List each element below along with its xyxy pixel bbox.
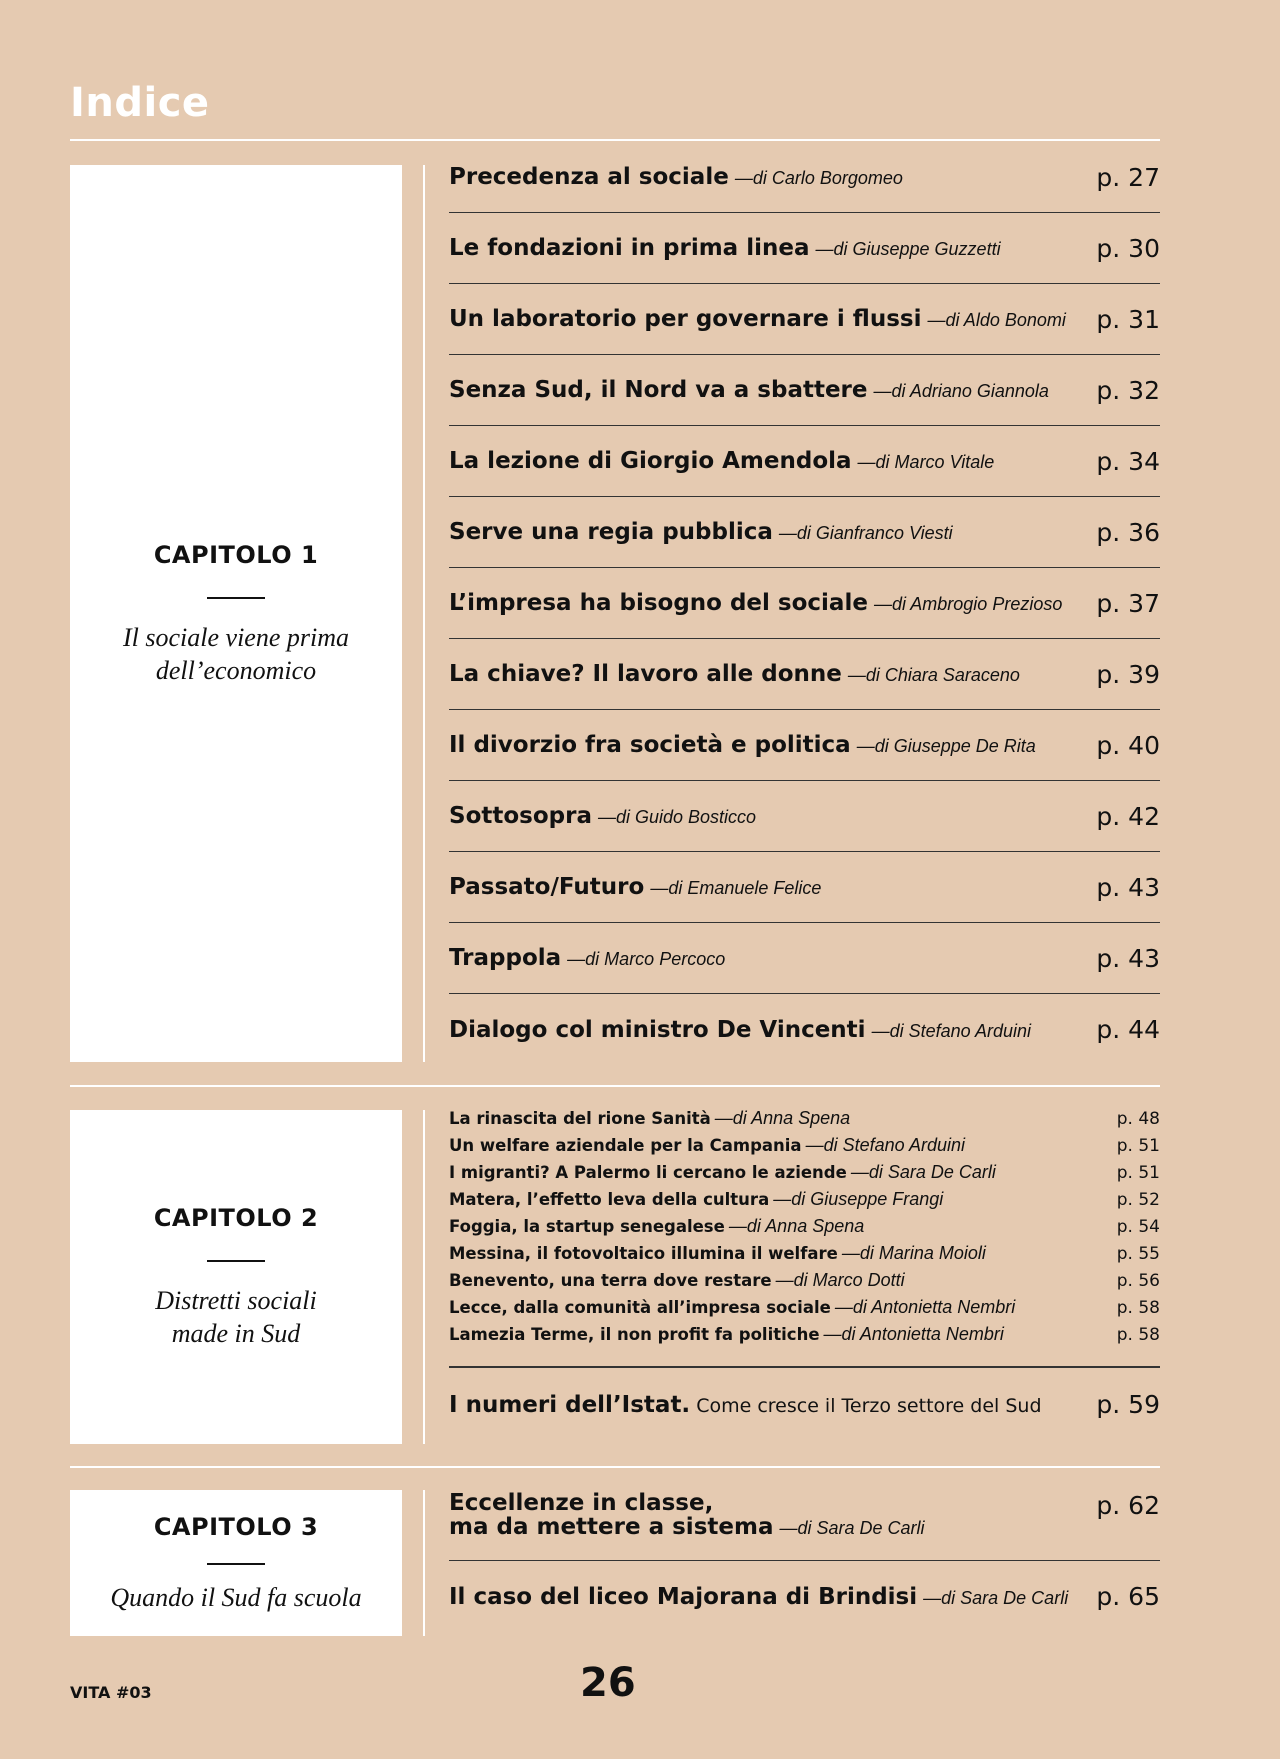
entry-title: Matera, l’effetto leva della cultura (449, 1190, 770, 1209)
entry-author: —di Marco Vitale (857, 452, 995, 472)
chapter-3-box (70, 1490, 402, 1636)
entry-author: —di Chiara Saraceno (847, 665, 1020, 685)
entry-page: p. 40 (1096, 730, 1160, 760)
entry-author: —di Marco Dotti (775, 1270, 905, 1290)
entry-title: Passato/Futuro (449, 874, 645, 900)
toc-entry[interactable] (449, 1294, 1160, 1321)
divider (70, 139, 1160, 141)
entry-title: La lezione di Giorgio Amendola (449, 448, 852, 474)
entry-author: —di Giuseppe De Rita (856, 736, 1036, 756)
chapter-label: CAPITOLO 1 (153, 540, 319, 569)
entry-description: Come cresce il Terzo settore del Sud (696, 1394, 1042, 1417)
vertical-rule (423, 1110, 425, 1444)
entry-author: —di Antonietta Nembri (834, 1297, 1016, 1317)
entry-page: p. 44 (1096, 1015, 1160, 1044)
entry-author: —di Ambrogio Prezioso (873, 594, 1063, 614)
toc-entry[interactable] (449, 923, 1160, 994)
entry-title: La chiave? Il lavoro alle donne (449, 661, 842, 687)
entry-author: —di Gianfranco Viesti (778, 523, 953, 543)
toc-entry[interactable] (449, 568, 1160, 639)
chapter-subtitle: Quando il Sud fa scuola (110, 1582, 362, 1612)
entry-page: p. 52 (1116, 1189, 1160, 1210)
entry-page: p. 37 (1096, 588, 1160, 618)
page-title: Indice (70, 80, 210, 126)
entry-author: —di Sara De Carli (779, 1518, 925, 1538)
divider (70, 1466, 1160, 1468)
entry-page: p. 54 (1116, 1216, 1160, 1237)
entry-title: Il caso del liceo Majorana di Brindisi (449, 1583, 918, 1610)
toc-entry[interactable] (449, 284, 1160, 355)
toc-entry[interactable] (449, 994, 1160, 1065)
entry-author: —di Marina Moioli (841, 1243, 986, 1263)
toc-entry[interactable] (449, 852, 1160, 923)
toc-entry[interactable] (449, 1561, 1160, 1632)
vertical-rule (423, 165, 425, 1062)
entry-author: —di Stefano Arduini (805, 1135, 966, 1155)
entry-title: Serve una regia pubblica (449, 519, 773, 545)
entry-author: —di Carlo Borgomeo (734, 168, 903, 188)
entry-page: p. 34 (1096, 446, 1160, 476)
entry-author: —di Emanuele Felice (650, 878, 822, 898)
chapter-1-box (70, 165, 402, 1062)
entry-author: —di Marco Percoco (567, 949, 726, 969)
toc-entry[interactable] (449, 781, 1160, 852)
entry-title: Precedenza al sociale (449, 164, 729, 190)
entry-title: Un laboratorio per governare i flussi (449, 306, 922, 332)
entry-page: p. 48 (1116, 1108, 1160, 1129)
chapter-label: CAPITOLO 3 (153, 1512, 319, 1541)
entry-author: —di Adriano Giannola (873, 381, 1049, 401)
toc-entry[interactable] (449, 1240, 1160, 1267)
chapter-2-list (449, 1105, 1160, 1442)
entry-title: Senza Sud, il Nord va a sbattere (449, 377, 868, 403)
entry-title: Sottosopra (449, 803, 592, 829)
entry-title: Benevento, una terra dove restare (449, 1271, 772, 1290)
toc-entry[interactable] (449, 1213, 1160, 1240)
entry-author: —di Giuseppe Guzzetti (815, 239, 1001, 259)
toc-entry[interactable] (449, 1485, 1160, 1561)
toc-entry[interactable] (449, 1132, 1160, 1159)
toc-entry[interactable] (449, 355, 1160, 426)
entry-page: p. 43 (1096, 872, 1160, 902)
entry-author: —di Sara De Carli (923, 1587, 1069, 1608)
entry-page: p. 43 (1096, 943, 1160, 973)
entry-title: Il divorzio fra società e politica (449, 732, 851, 758)
magazine-issue: VITA #03 (70, 1683, 152, 1702)
entry-title-line-2: ma da mettere a sistema (449, 1514, 774, 1540)
entry-page: p. 27 (1096, 162, 1160, 192)
entry-title: Lamezia Terme, il non profit fa politiche (449, 1325, 820, 1344)
entry-page: p. 51 (1116, 1135, 1160, 1156)
entry-author: —di Sara De Carli (850, 1162, 996, 1182)
entry-title-line-1: Eccellenze in classe, (449, 1490, 714, 1516)
entry-page: p. 30 (1096, 233, 1160, 263)
entry-page: p. 39 (1096, 659, 1160, 689)
chapter-2-box (70, 1110, 402, 1444)
page-number: 26 (580, 1660, 636, 1706)
entry-title: Lecce, dalla comunità all’impresa sociale (449, 1298, 831, 1317)
entry-title: Un welfare aziendale per la Campania (449, 1136, 802, 1155)
toc-entry[interactable] (449, 1321, 1160, 1348)
entry-title: Foggia, la startup senegalese (449, 1217, 725, 1236)
vertical-rule (423, 1490, 425, 1636)
toc-entry[interactable] (449, 1159, 1160, 1186)
entry-page: p. 42 (1096, 801, 1160, 831)
toc-entry[interactable] (449, 142, 1160, 213)
entry-title: L’impresa ha bisogno del sociale (449, 590, 868, 616)
entry-title: I migranti? A Palermo li cercano le aziende (449, 1163, 847, 1182)
entry-author: —di Giuseppe Frangi (773, 1189, 944, 1209)
chapter-label: CAPITOLO 2 (153, 1204, 319, 1232)
toc-entry[interactable] (449, 426, 1160, 497)
chapter-1-list (449, 142, 1160, 1065)
entry-page: p. 62 (1096, 1491, 1160, 1520)
entry-page: p. 32 (1096, 375, 1160, 405)
entry-author: —di Aldo Bonomi (927, 310, 1066, 330)
toc-entry[interactable] (449, 710, 1160, 781)
toc-feature-entry[interactable] (449, 1368, 1160, 1442)
toc-entry[interactable] (449, 213, 1160, 284)
entry-page: p. 65 (1096, 1582, 1160, 1611)
entry-title: Le fondazioni in prima linea (449, 235, 810, 261)
entry-author: —di Stefano Arduini (871, 1020, 1031, 1041)
chapter-subtitle: Distretti sociali made in Sud (155, 1286, 317, 1348)
entry-title: Dialogo col ministro De Vincenti (449, 1016, 866, 1043)
entry-title: Messina, il fotovoltaico illumina il welfare (449, 1244, 838, 1263)
divider (70, 1085, 1160, 1087)
chapter-dash (207, 597, 265, 599)
entry-author: —di Anna Spena (714, 1108, 851, 1128)
entry-author: —di Guido Bosticco (597, 807, 757, 827)
toc-entry[interactable] (449, 497, 1160, 568)
entry-page: p. 55 (1116, 1243, 1160, 1264)
entry-page: p. 36 (1096, 517, 1160, 547)
entry-title: Trappola (449, 945, 562, 971)
toc-entry[interactable] (449, 1186, 1160, 1213)
entry-page: p. 58 (1116, 1297, 1160, 1318)
chapter-dash (207, 1260, 265, 1262)
toc-entry[interactable] (449, 639, 1160, 710)
toc-entry[interactable] (449, 1267, 1160, 1294)
chapter-dash (207, 1563, 265, 1565)
toc-entry[interactable] (449, 1105, 1160, 1132)
entry-title: I numeri dell’Istat. (449, 1391, 691, 1418)
chapter-3-list (449, 1485, 1160, 1632)
entry-page: p. 58 (1116, 1324, 1160, 1345)
entry-page: p. 51 (1116, 1162, 1160, 1183)
entry-author: —di Anna Spena (728, 1216, 865, 1236)
entry-page: p. 56 (1116, 1270, 1160, 1291)
chapter-subtitle: Il sociale viene prima dell’economico (123, 622, 349, 685)
entry-author: —di Antonietta Nembri (823, 1324, 1004, 1344)
entry-title: La rinascita del rione Sanità (449, 1109, 711, 1128)
entry-page: p. 59 (1096, 1390, 1160, 1419)
entry-page: p. 31 (1096, 304, 1160, 334)
